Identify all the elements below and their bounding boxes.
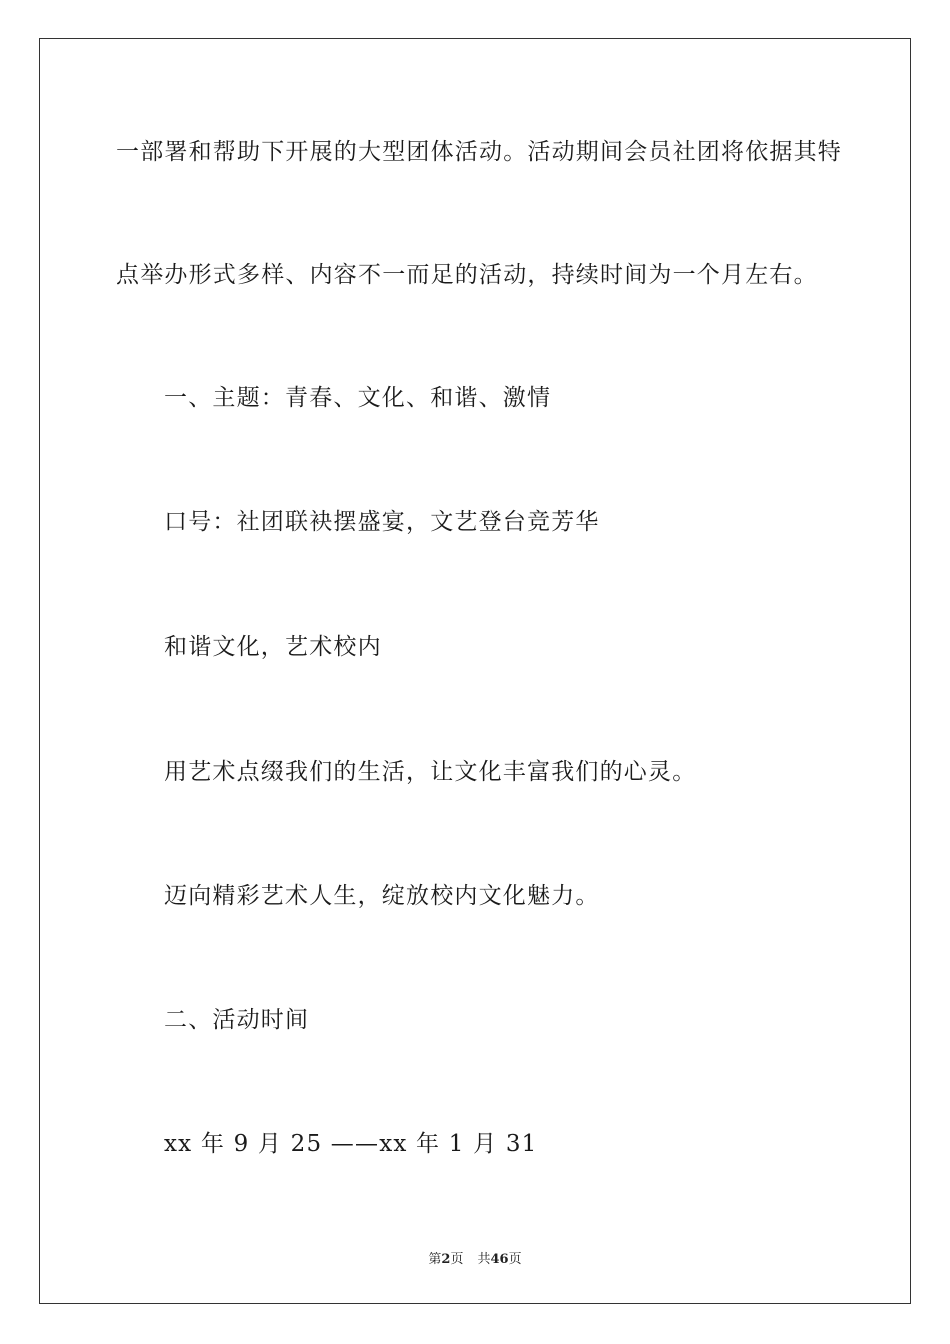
total-pages: 46 (490, 1252, 509, 1267)
page-number: 2 (441, 1252, 451, 1267)
page-prefix: 第 (428, 1252, 442, 1267)
body-text-line-1: 一部署和帮助下开展的大型团体活动。活动期间会员社团将依据其特 (116, 139, 842, 165)
slogan-line-2: 和谐文化，艺术校内 (164, 634, 382, 660)
total-suffix: 页 (508, 1252, 522, 1267)
activity-date-range: xx 年 9 月 25 ——xx 年 1 月 31 (164, 1131, 538, 1157)
total-prefix: 共 (477, 1252, 491, 1267)
section-heading-time: 二、活动时间 (164, 1007, 310, 1033)
page-border (39, 38, 911, 1304)
section-heading-theme: 一、主题：青春、文化、和谐、激情 (164, 385, 552, 411)
page-suffix: 页 (450, 1252, 464, 1267)
page-footer (0, 1248, 950, 1267)
slogan-line-4: 迈向精彩艺术人生，绽放校内文化魅力。 (164, 883, 600, 909)
slogan-line-1: 口号：社团联袂摆盛宴，文艺登台竞芳华 (164, 509, 600, 535)
body-text-line-2: 点举办形式多样、内容不一而足的活动，持续时间为一个月左右。 (116, 262, 818, 288)
slogan-line-3: 用艺术点缀我们的生活，让文化丰富我们的心灵。 (164, 759, 697, 785)
